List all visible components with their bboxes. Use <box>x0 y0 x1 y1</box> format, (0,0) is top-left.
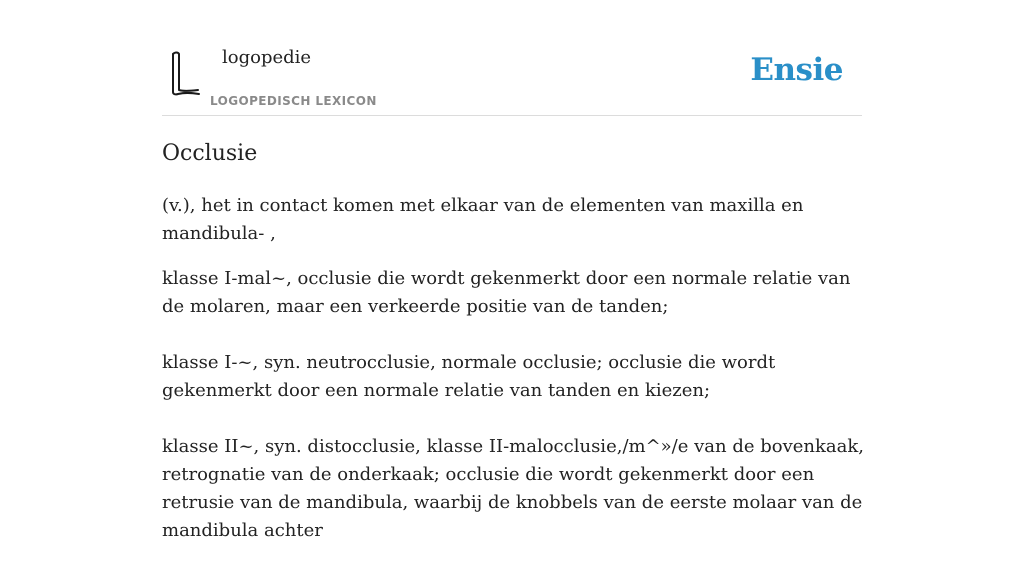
article-paragraph: klasse II~, syn. distocclusie, klasse II-malocclusie,/m^»/e van de bovenkaak, retrognatie van de onderkaak; occlusie die wordt gekenmerkt door een retrusie van de mandibula, waarbij de knobbels van de eerste molaar van de mandibula achter <box>162 436 864 541</box>
article-paragraph: klasse I-mal~, occlusie die wordt gekenmerkt door een normale relatie van de molaren, maar een verkeerde positie van de tanden; <box>162 268 851 317</box>
book-subtitle: LOGOPEDISCH LEXICON <box>210 94 377 108</box>
article-paragraph: klasse I-~, syn. neutrocclusie, normale occlusie; occlusie die wordt gekenmerkt door een normale relatie van tanden en kiezen; <box>162 352 776 401</box>
header <box>162 40 862 116</box>
article-paragraph: (v.), het in contact komen met elkaar van de elementen van maxilla en mandibula- , <box>162 195 804 244</box>
book-name[interactable]: logopedie <box>222 47 312 68</box>
book-logo-graphic <box>166 48 206 98</box>
article-body <box>162 192 864 573</box>
article-title: Occlusie <box>162 141 258 166</box>
book-logo-icon[interactable] <box>166 48 206 98</box>
brand-logo-link[interactable]: Ensie <box>750 52 843 88</box>
